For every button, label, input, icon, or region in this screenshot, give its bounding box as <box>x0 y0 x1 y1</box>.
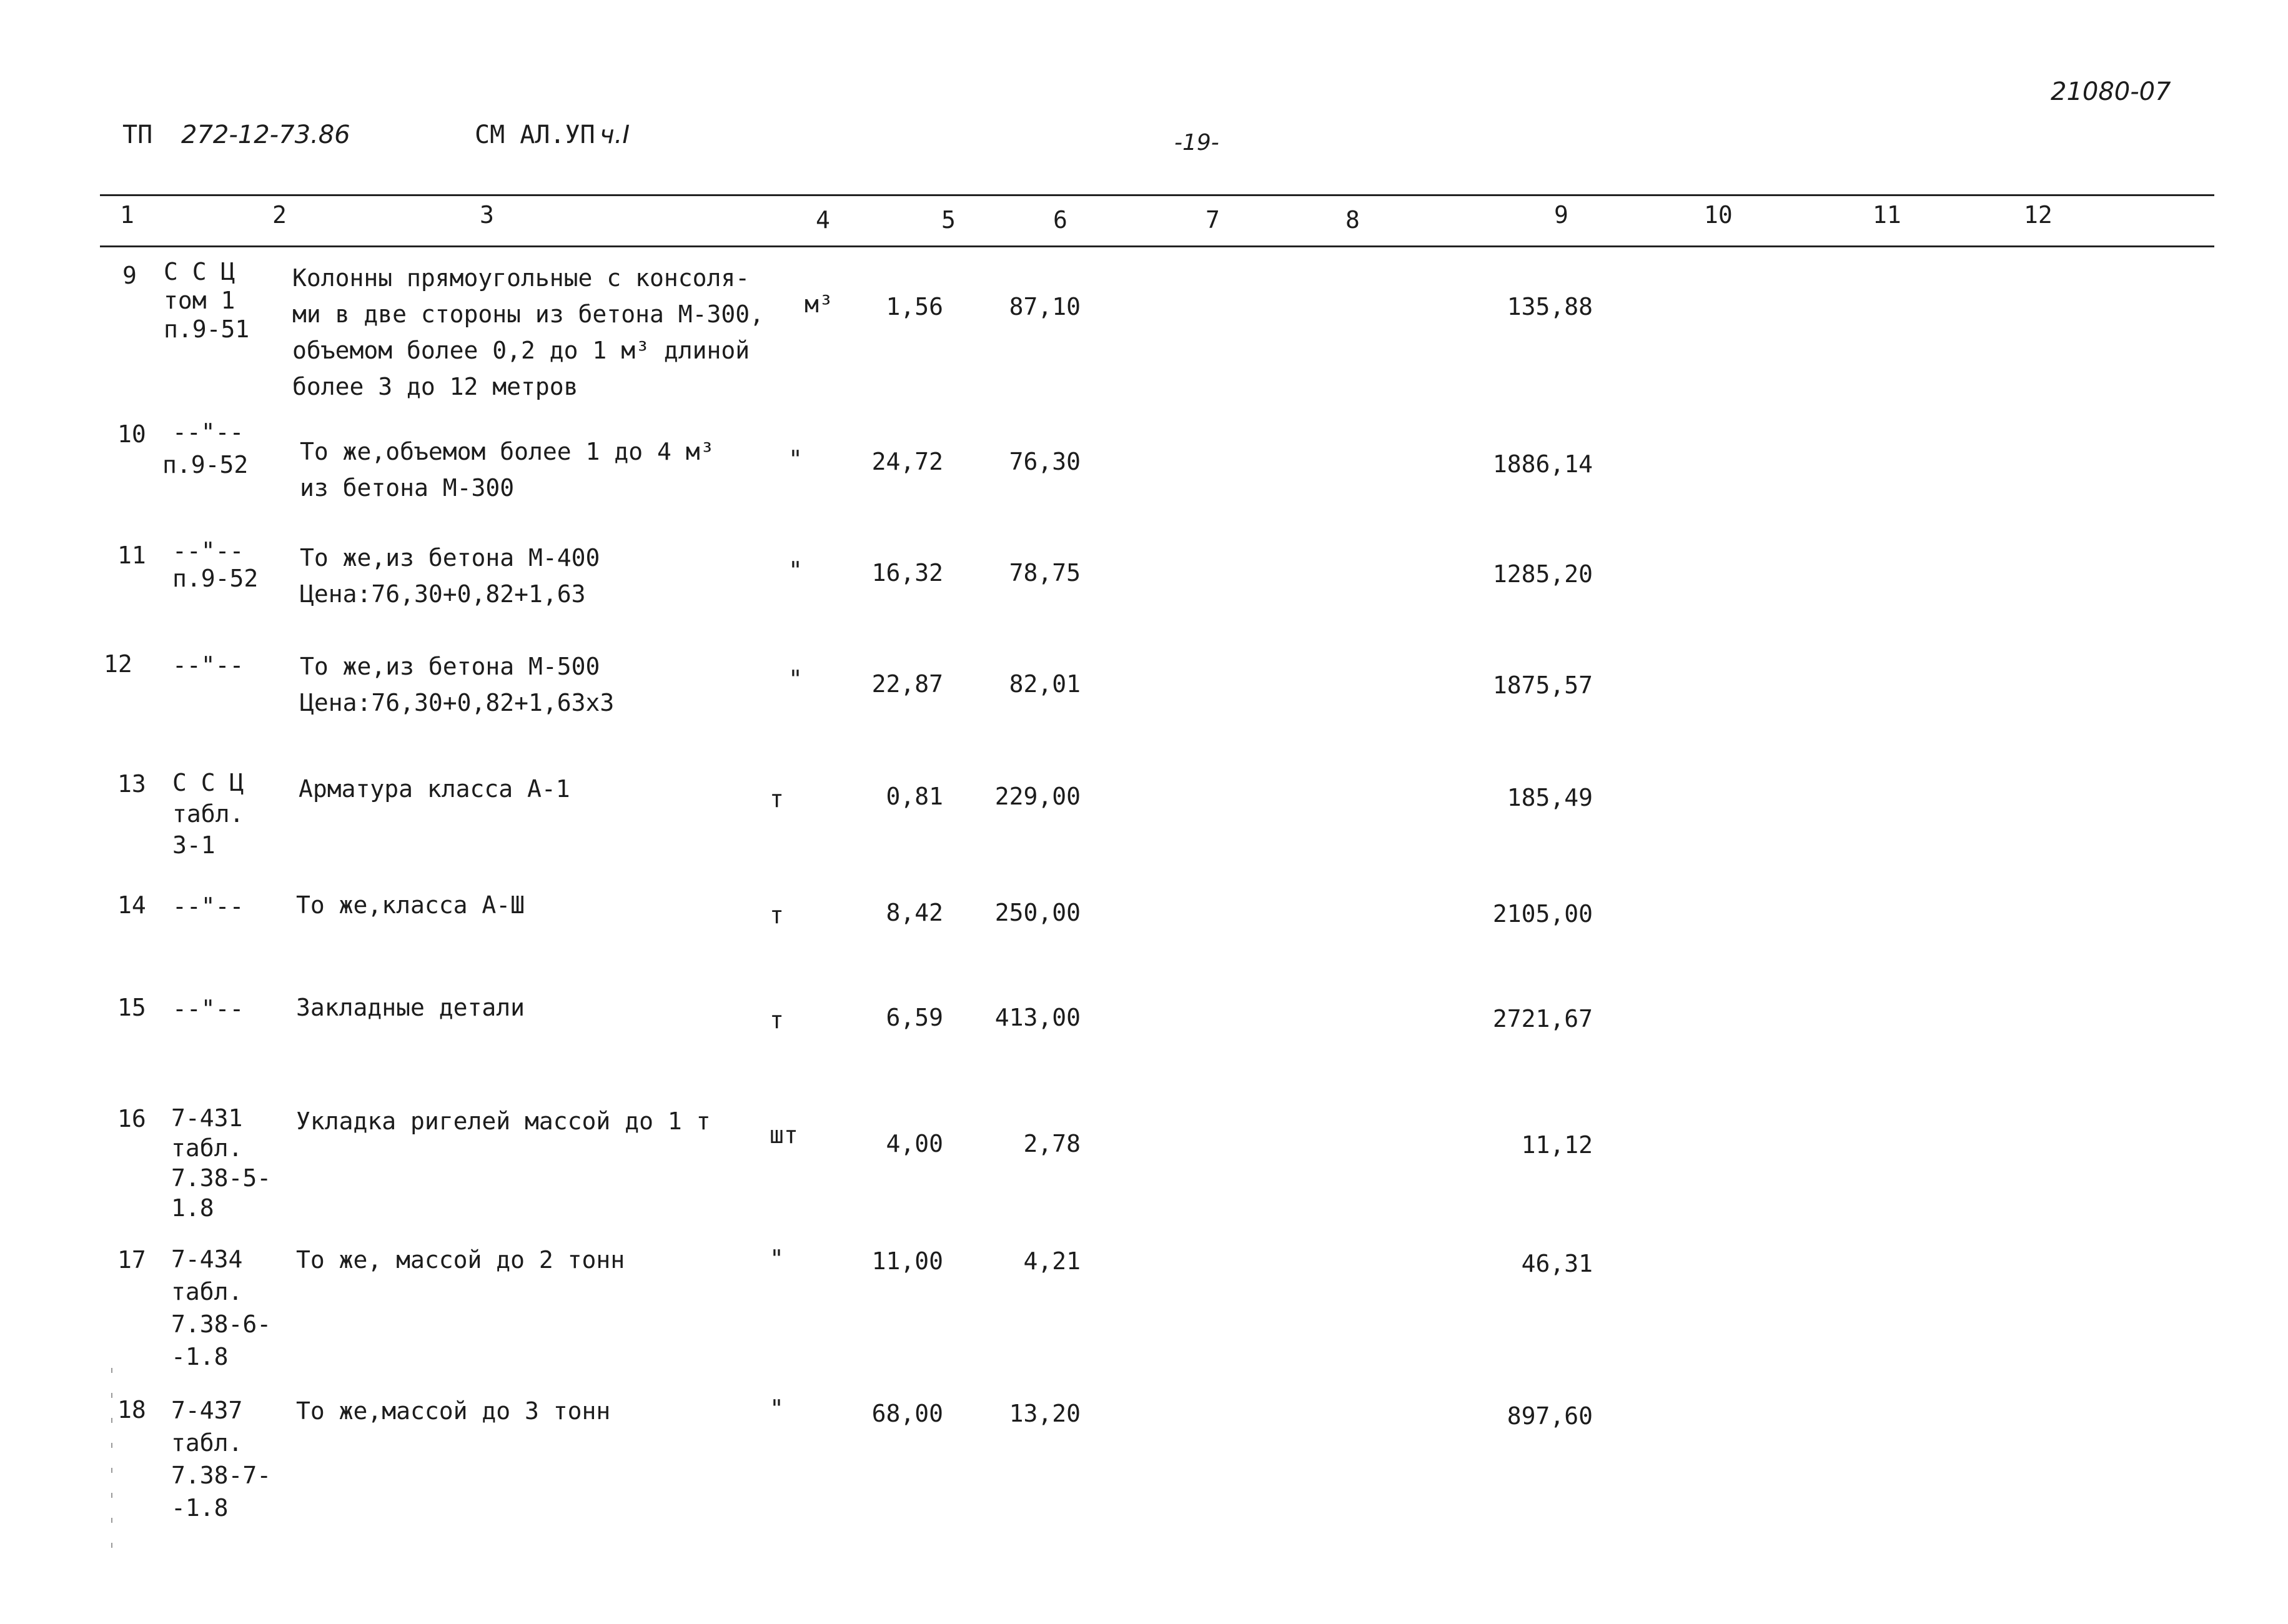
row-unit: " <box>788 557 803 584</box>
row-unit: " <box>788 665 803 693</box>
row-code: С С Ц табл. 3-1 <box>172 769 244 859</box>
row-unit: т <box>770 1006 784 1034</box>
row-total: 1886,14 <box>1492 450 1593 478</box>
row-price: 229,00 <box>994 783 1081 810</box>
row-total: 897,60 <box>1507 1402 1593 1430</box>
row-total: 46,31 <box>1521 1250 1593 1277</box>
row-number: 10 <box>117 420 146 448</box>
row-unit: т <box>770 785 784 813</box>
document-archive-number: 21080-07 <box>2051 77 2171 106</box>
row-description: То же,массой до 3 тонн <box>296 1397 611 1425</box>
column-header: 3 <box>480 201 494 229</box>
column-header: 5 <box>941 206 956 234</box>
row-price: 413,00 <box>994 1004 1081 1031</box>
row-total: 185,49 <box>1507 784 1593 811</box>
doc-number: 272-12-73.86 <box>181 121 350 149</box>
row-price: 78,75 <box>1009 559 1081 587</box>
column-header: 1 <box>120 201 134 229</box>
row-total: 2721,67 <box>1492 1005 1593 1032</box>
row-total: 1875,57 <box>1492 671 1593 699</box>
row-description: То же,объемом более 1 до 4 м³ из бетона М-300 <box>300 438 715 502</box>
column-header: 4 <box>816 206 830 234</box>
row-quantity: 22,87 <box>871 670 943 698</box>
row-total: 11,12 <box>1521 1131 1593 1159</box>
row-code: --"-- п.9-52 <box>162 418 249 478</box>
doc-section: СМ АЛ.УП <box>475 121 595 149</box>
doc-prefix: ТП <box>122 121 153 149</box>
row-total: 2105,00 <box>1492 900 1593 928</box>
row-description: То же, массой до 2 тонн <box>296 1246 625 1274</box>
row-unit: м³ <box>805 290 833 318</box>
row-code: --"-- п.9-52 <box>172 537 259 592</box>
row-price: 82,01 <box>1009 670 1081 698</box>
column-header: 7 <box>1206 206 1220 234</box>
row-number: 12 <box>104 650 132 678</box>
row-number: 17 <box>117 1246 146 1274</box>
row-unit: шт <box>770 1121 798 1149</box>
row-code: --"-- <box>172 995 244 1022</box>
row-price: 4,21 <box>1023 1247 1081 1275</box>
row-quantity: 4,00 <box>886 1130 943 1157</box>
column-header: 11 <box>1873 201 1901 229</box>
row-quantity: 0,81 <box>886 783 943 810</box>
row-description: Арматура класса А-1 <box>299 775 570 803</box>
row-quantity: 68,00 <box>871 1400 943 1427</box>
row-code: 7-434 табл. 7.38-6- -1.8 <box>171 1245 272 1370</box>
row-unit: " <box>788 445 803 473</box>
row-number: 16 <box>117 1105 146 1132</box>
row-quantity: 1,56 <box>886 293 943 320</box>
row-number: 11 <box>117 542 146 569</box>
column-header: 2 <box>272 201 287 229</box>
row-description: Закладные детали <box>296 994 525 1021</box>
row-price: 2,78 <box>1023 1130 1081 1157</box>
row-price: 76,30 <box>1009 448 1081 475</box>
row-code: 7-437 табл. 7.38-7- -1.8 <box>171 1397 272 1522</box>
row-description: То же,из бетона М-500 Цена:76,30+0,82+1,63х3 <box>300 653 615 716</box>
row-price: 87,10 <box>1009 293 1081 320</box>
row-code: 7-431 табл. 7.38-5- 1.8 <box>171 1104 272 1222</box>
row-unit: т <box>770 901 784 929</box>
row-quantity: 11,00 <box>871 1247 943 1275</box>
row-quantity: 16,32 <box>871 559 943 587</box>
row-code: --"-- <box>172 893 244 920</box>
table-header-rule <box>100 245 2214 247</box>
row-price: 13,20 <box>1009 1400 1081 1427</box>
row-unit: " <box>770 1395 784 1422</box>
row-description: То же,из бетона М-400 Цена:76,30+0,82+1,63 <box>300 544 600 608</box>
column-header: 10 <box>1704 201 1733 229</box>
row-description: Укладка ригелей массой до 1 т <box>296 1107 711 1135</box>
row-total: 1285,20 <box>1492 560 1593 588</box>
row-quantity: 24,72 <box>871 448 943 475</box>
row-number: 14 <box>117 891 146 919</box>
row-unit: " <box>770 1245 784 1272</box>
scan-margin-mark <box>111 1368 112 1555</box>
doc-part: ч.I <box>600 121 630 149</box>
page-number: -19- <box>1174 130 1219 156</box>
row-code: --"-- <box>172 651 244 679</box>
column-header: 9 <box>1554 201 1568 229</box>
row-number: 13 <box>117 770 146 798</box>
row-number: 15 <box>117 994 146 1021</box>
table-top-rule <box>100 194 2214 196</box>
row-total: 135,88 <box>1507 293 1593 320</box>
column-header: 12 <box>2024 201 2053 229</box>
row-quantity: 6,59 <box>886 1004 943 1031</box>
row-price: 250,00 <box>994 899 1081 926</box>
column-header: 8 <box>1345 206 1360 234</box>
row-number: 9 <box>122 262 137 289</box>
column-header: 6 <box>1053 206 1067 234</box>
row-description: Колонны прямоугольные с консоля- ми в две стороны из бетона М-300, объемом более 0,2 до 1 м³ длиной более 3 до 12 метров <box>292 264 764 400</box>
row-description: То же,класса А-Ш <box>296 891 525 919</box>
row-quantity: 8,42 <box>886 899 943 926</box>
row-code: С С Ц том 1 п.9-51 <box>164 258 250 343</box>
row-number: 18 <box>117 1396 146 1423</box>
